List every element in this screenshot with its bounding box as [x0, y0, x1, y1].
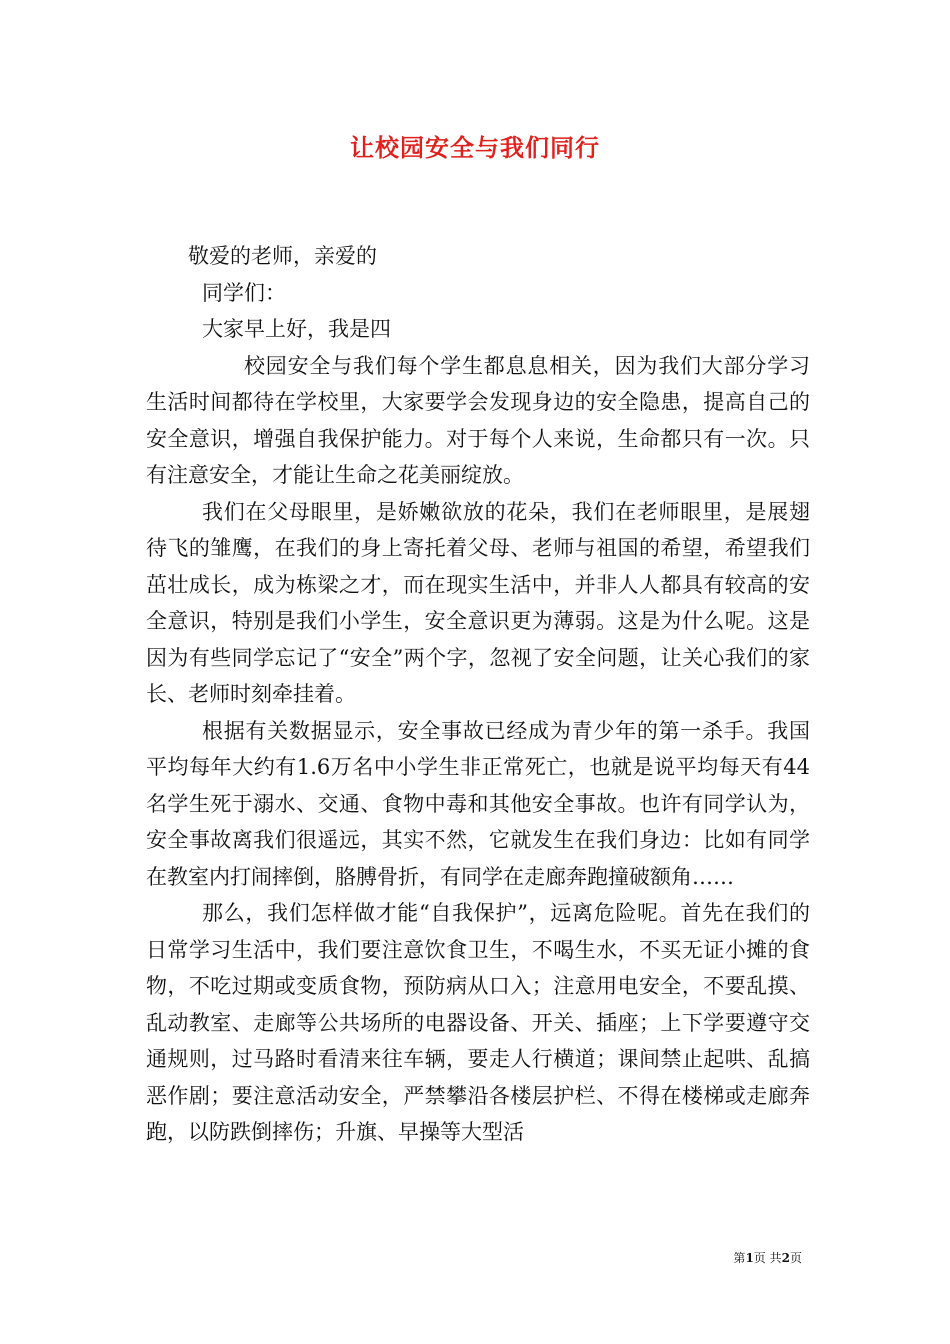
page-number-prefix: 第	[733, 1251, 746, 1265]
document-body	[146, 238, 810, 1151]
page-number-current: 1	[745, 1251, 754, 1265]
page-number-middle: 页 共	[753, 1251, 782, 1265]
paragraph: 那么，我们怎样做才能“自我保护”，远离危险呢。首先在我们的日常学习生活中，我们要注意饮食卫生，不喝生水，不买无证小摊的食物，不吃过期或变质食物，预防病从口入；注意用电安全，不要乱摸、乱动教室、走廊等公共场所的电器设备、开关、插座；上下学要遵守交通规则，过马路时看清来往车辆，要走人行横道；课间禁止起哄、乱搞恶作剧；要注意活动安全，严禁攀沿各楼层护栏、不得在楼梯或走廊奔跑，以防跌倒摔伤；升旗、早操等大型活	[146, 901, 810, 1144]
paragraph: 我们在父母眼里，是娇嫩欲放的花朵，我们在老师眼里，是展翅待飞的雏鹰，在我们的身上寄托着父母、老师与祖国的希望，希望我们茁壮成长，成为栋梁之才，而在现实生活中，并非人人都具有较高的安全意识，特别是我们小学生，安全意识更为薄弱。这是为什么呢。这是因为有些同学忘记了“安全”两个字，忽视了安全问题，让关心我们的家长、老师时刻牵挂着。	[146, 499, 810, 706]
greeting-line: 大家早上好，我是四	[202, 317, 391, 341]
paragraph: 校园安全与我们每个学生都息息相关，因为我们大部分学习生活时间都待在学校里，大家要学会发现身边的安全隐患，提高自己的安全意识，增强自我保护能力。对于每个人来说，生命都只有一次。只有注意安全，才能让生命之花美丽绽放。	[146, 353, 810, 487]
document-title: 让校园安全与我们同行	[350, 133, 600, 162]
page-number-suffix: 页	[789, 1251, 802, 1265]
greeting-line: 同学们：	[202, 280, 286, 305]
page-number-total: 2	[781, 1251, 790, 1265]
page-number	[733, 1249, 802, 1266]
paragraph: 根据有关数据显示，安全事故已经成为青少年的第一杀手。我国平均每年大约有1.6万名中小学生非正常死亡，也就是说平均每天有44名学生死于溺水、交通、食物中毒和其他安全事故。也许有同学认为，安全事故离我们很遥远，其实不然，它就发生在我们身边：比如有同学在教室内打闹摔倒，胳膊骨折，有同学在走廊奔跑撞破额角……	[146, 718, 810, 889]
greeting-line: 敬爱的老师，亲爱的	[188, 244, 377, 268]
